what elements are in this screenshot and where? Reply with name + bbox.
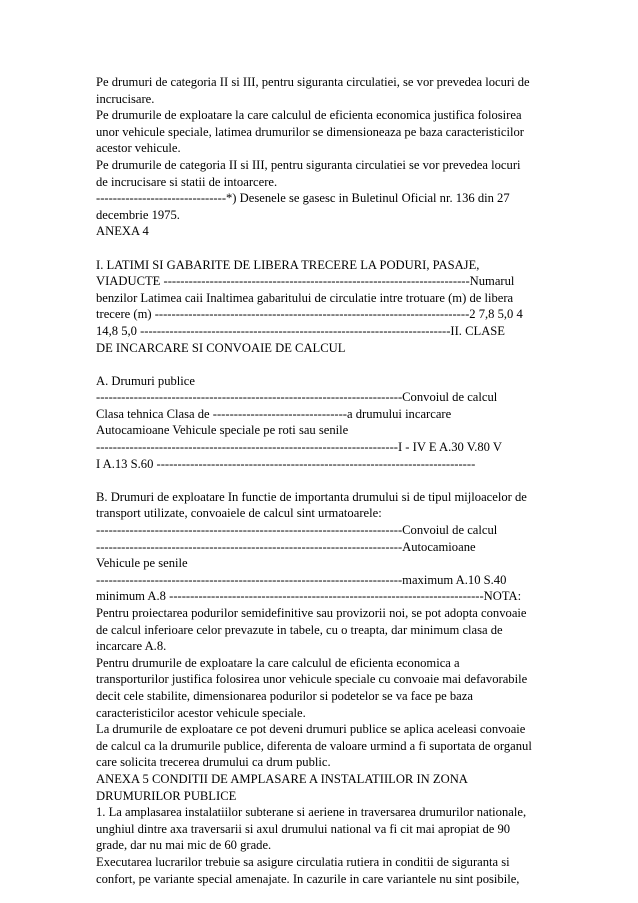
footnote-line: -------------------------------*) Desenele se gasesc in Buletinul Oficial nr. 136 din 27 (96, 191, 510, 206)
text-line: Pe drumurile de categoria II si III, pentru siguranta circulatiei se vor prevedea locuri (96, 157, 521, 172)
text-line: decit cele stabilite, dimensionarea podurilor si podetelor se va face pe baza (96, 688, 473, 703)
section-heading: I. LATIMI SI GABARITE DE LIBERA TRECERE LA PODURI, PASAJE, (96, 257, 480, 272)
text-line: grade, dar nu mai mic de 60 grade. (96, 838, 272, 853)
text-line: Pentru proiectarea podurilor semidefinitive sau provizorii noi, se pot adopta convoaie (96, 606, 527, 620)
text-line: DE INCARCARE SI CONVOAIE DE CALCUL (96, 340, 346, 355)
text-line: I A.13 S.60 ---------------------------------------------------------------------------- (96, 456, 476, 471)
text-line: unghiul dintre axa traversarii si axul drumului national va fi cit mai apropiat de 90 (96, 821, 511, 836)
text-line: confort, pe variante special amenajate. In cazurile in care variantele nu sint posibile, (96, 871, 520, 886)
text-line: VIADUCTE -------------------------------------------------------------------------Numarul (96, 274, 515, 289)
text-line: -------------------------------------------------------------------------Convoiul de calcul (96, 523, 498, 538)
annex-heading: DRUMURILOR PUBLICE (96, 788, 237, 803)
text-line: 1. La amplasarea instalatiilor subterane si aeriene in traversarea drumurilor nationale, (96, 805, 527, 820)
text-line: 14,8 5,0 --------------------------------------------------------------------------II. CLASE (96, 323, 505, 338)
blank-line (96, 356, 546, 373)
text-line: -------------------------------------------------------------------------Autocamioane (96, 539, 476, 554)
annex-heading: ANEXA 4 (96, 224, 149, 239)
text-line: ------------------------------------------------------------------------I - IV E A.30 V.80 V (96, 440, 502, 455)
text-line: incarcare A.8. (96, 639, 167, 654)
text-line: Executarea lucrarilor trebuie sa asigure circulatia rutiera in conditii de siguranta si (96, 854, 510, 869)
text-line: minimum A.8 ---------------------------------------------------------------------------NOTA: (96, 589, 522, 604)
text-line: de calcul inferioare celor prevazute in tabele, cu o treapta, dar minimum clasa de (96, 622, 503, 637)
text-line: Pe drumuri de categoria II si III, pentru siguranta circulatiei, se vor prevedea locuri de (96, 75, 530, 89)
text-line: care solicita trecerea drumului ca drum public. (96, 755, 331, 770)
text-line: Autocamioane Vehicule speciale pe roti sau senile (96, 423, 349, 438)
subsection-heading: B. Drumuri de exploatare In functie de importanta drumului si de tipul mijloacelor de (96, 489, 527, 504)
annex-heading: ANEXA 5 CONDITII DE AMPLASARE A INSTALATIILOR IN ZONA (96, 771, 468, 786)
text-line: Clasa tehnica Clasa de --------------------------------a drumului incarcare (96, 406, 452, 421)
text-line: transporturilor justifica folosirea unor vehicule speciale cu convoaie mai defavorabile (96, 672, 528, 687)
subsection-heading: A. Drumuri publice (96, 373, 195, 388)
text-line: Vehicule pe senile (96, 556, 188, 571)
text-line: trecere (m) ---------------------------------------------------------------------------2 7,8 5,0 4 (96, 307, 523, 322)
text-line: La drumurile de exploatare ce pot deveni drumuri publice se aplica aceleasi convoaie (96, 722, 526, 737)
text-line: acestor vehicule. (96, 141, 181, 156)
text-line: -------------------------------------------------------------------------Convoiul de calcul (96, 390, 498, 405)
text-line: caracteristicilor acestor vehicule speciale. (96, 705, 306, 720)
text-line: de incrucisare si statii de intoarcere. (96, 174, 278, 189)
blank-line (96, 472, 546, 489)
text-line: incrucisare. (96, 91, 155, 106)
text-line: de calcul ca la drumurile publice, diferenta de valoare urmind a fi suportata de organul (96, 738, 532, 753)
text-line: Pentru drumurile de exploatare la care calculul de eficienta economica a (96, 655, 460, 670)
text-line: benzilor Latimea caii Inaltimea gabaritului de circulatie intre trotuare (m) de libera (96, 290, 514, 305)
blank-line (96, 240, 546, 257)
text-line: unor vehicule speciale, latimea drumurilor se dimensioneaza pe baza caracteristicilor (96, 124, 524, 139)
document-page (96, 74, 546, 887)
text-line: transport utilizate, convoaiele de calcul sint urmatoarele: (96, 506, 382, 521)
text-line: Pe drumurile de exploatare la care calculul de eficienta economica justifica folosirea (96, 108, 522, 123)
text-line: -------------------------------------------------------------------------maximum A.10 S.40 (96, 572, 507, 587)
text-line: decembrie 1975. (96, 207, 180, 222)
